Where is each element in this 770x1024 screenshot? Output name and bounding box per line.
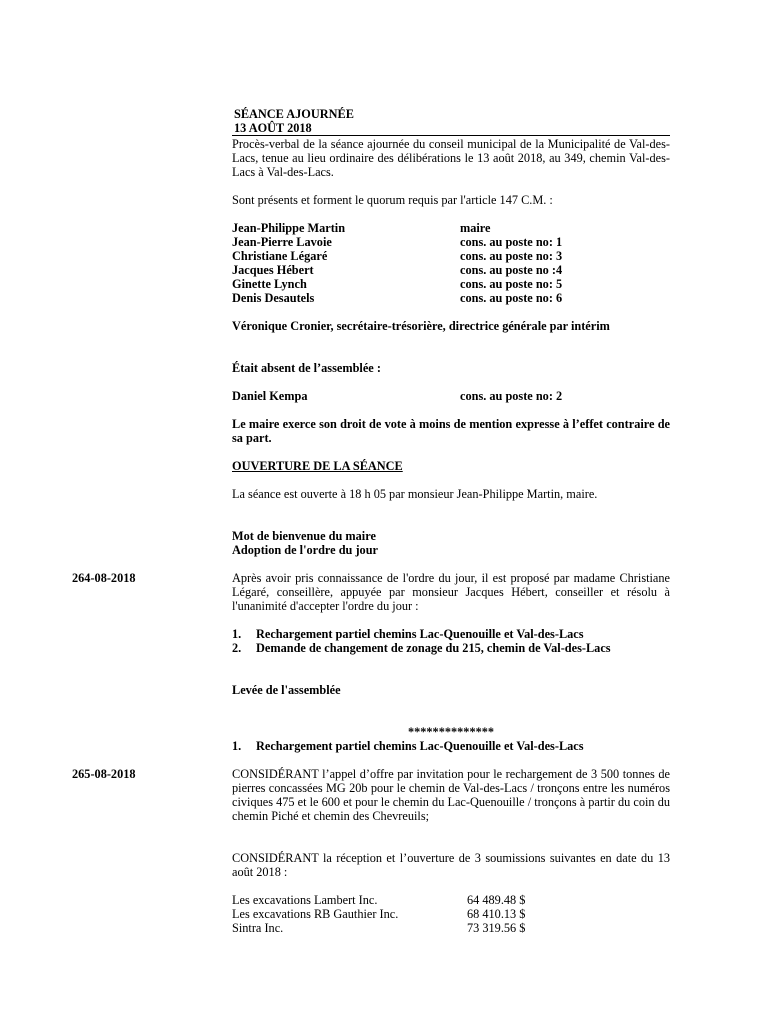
present-member [232, 291, 670, 305]
session-date: 13 AOÛT 2018 [234, 121, 312, 135]
section-title-item [232, 739, 670, 753]
member-name: Jacques Hébert [232, 263, 314, 277]
intro-paragraph: Procès-verbal de la séance ajournée du conseil municipal de la Municipalité de Val-des-Lacs, tenue au lieu ordinaire des délibérations le 13 août 2018, au 349, chemin Val-des-Lacs à Val-des-Lacs. [232, 137, 670, 179]
agenda-headings [232, 529, 670, 557]
opening-text: La séance est ouverte à 18 h 05 par monsieur Jean-Philippe Martin, maire. [232, 487, 598, 501]
present-member [232, 263, 670, 277]
document-header [234, 107, 672, 135]
present-member [232, 235, 670, 249]
present-member [232, 249, 670, 263]
member-role: cons. au poste no: 2 [460, 389, 563, 403]
bid-company: Les excavations Lambert Inc. [232, 893, 378, 907]
member-role: maire [460, 221, 491, 235]
agenda-item-text: Demande de changement de zonage du 215, chemin de Val-des-Lacs [256, 641, 611, 655]
bid-amount: 68 410.13 $ [467, 907, 526, 921]
member-role: cons. au poste no: 1 [460, 235, 563, 249]
resolution-text: Après avoir pris connaissance de l'ordre du jour, il est proposé par madame Christiane Légaré, conseillère, appuyée par monsieur Jacques Hébert, conseiller et résolu à l'unanimité d'accepter l'ordre du jour : [232, 571, 670, 613]
section-title [232, 739, 670, 753]
bid-amount: 64 489.48 $ [467, 893, 526, 907]
present-member [232, 277, 670, 291]
member-name: Jean-Pierre Lavoie [232, 235, 332, 249]
resolution-text-2: CONSIDÉRANT la réception et l’ouverture de 3 soumissions suivantes en date du 13 août 2018 : [232, 851, 670, 879]
member-name: Christiane Légaré [232, 249, 328, 263]
bids-list [232, 893, 670, 935]
member-role: cons. au poste no: 3 [460, 249, 563, 263]
bid-row [232, 921, 670, 935]
agenda-item-number: 2. [232, 641, 242, 655]
agenda-item [232, 641, 670, 655]
vote-note: Le maire exerce son droit de vote à moins de mention expresse à l’effet contraire de sa part. [232, 417, 670, 445]
section-number: 1. [232, 739, 242, 753]
quorum-text: Sont présents et forment le quorum requis par l'article 147 C.M. : [232, 193, 553, 207]
member-role: cons. au poste no :4 [460, 263, 563, 277]
bid-row [232, 907, 670, 921]
present-list [232, 221, 670, 305]
secretary-line: Véronique Cronier, secrétaire-trésorière, directrice générale par intérim [232, 319, 610, 333]
separator: ************** [407, 725, 495, 739]
session-title: SÉANCE AJOURNÉE [234, 107, 354, 121]
resolution-number: 265-08-2018 [72, 767, 136, 781]
agenda-title: Adoption de l'ordre du jour [232, 543, 378, 557]
welcome-title: Mot de bienvenue du maire [232, 529, 376, 543]
agenda-item [232, 627, 670, 641]
section-text: Rechargement partiel chemins Lac-Quenouille et Val-des-Lacs [256, 739, 584, 753]
absent-title: Était absent de l’assemblée : [232, 361, 381, 375]
absent-list [232, 389, 670, 403]
header-rule [232, 135, 670, 136]
bid-row [232, 893, 670, 907]
member-name: Ginette Lynch [232, 277, 307, 291]
absent-member [232, 389, 670, 403]
member-name: Jean-Philippe Martin [232, 221, 346, 235]
opening-title: OUVERTURE DE LA SÉANCE [232, 459, 403, 473]
closing-item: Levée de l'assemblée [232, 683, 341, 697]
agenda-item-number: 1. [232, 627, 242, 641]
bid-company: Sintra Inc. [232, 921, 284, 935]
member-role: cons. au poste no: 5 [460, 277, 563, 291]
present-member [232, 221, 670, 235]
bid-amount: 73 319.56 $ [467, 921, 526, 935]
member-name: Daniel Kempa [232, 389, 308, 403]
member-name: Denis Desautels [232, 291, 315, 305]
member-role: cons. au poste no: 6 [460, 291, 563, 305]
resolution-number: 264-08-2018 [72, 571, 136, 585]
agenda-list [232, 627, 670, 655]
agenda-item-text: Rechargement partiel chemins Lac-Quenouille et Val-des-Lacs [256, 627, 584, 641]
resolution-text: CONSIDÉRANT l’appel d’offre par invitation pour le rechargement de 3 500 tonnes de pierres concassées MG 20b pour le chemin de Val-des-Lacs / tronçons entre les numéros civiques 475 et le 600 et pour le chemin du Lac-Quenouille / tronçons à partir du coin du chemin Piché et chemin des Chevreuils; [232, 767, 670, 823]
bid-company: Les excavations RB Gauthier Inc. [232, 907, 399, 921]
